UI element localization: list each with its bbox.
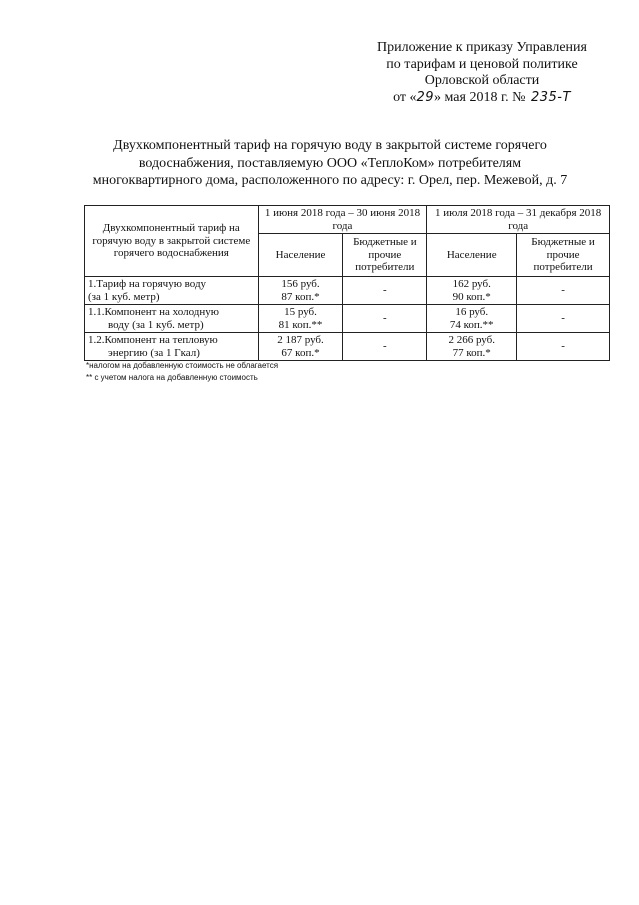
footnote-1: *налогом на добавленную стоимость не облагается: [86, 361, 279, 370]
header-date-line: [352, 90, 612, 107]
p1-population-value: [258, 277, 343, 305]
value-kop: 74 коп.**: [449, 318, 494, 331]
period-2-population-header: Население: [427, 234, 517, 277]
value-kop: 90 коп.*: [452, 290, 491, 303]
p1-budget-value: -: [343, 277, 427, 305]
row-label-hot-water: [85, 277, 259, 305]
table-header-row: [85, 206, 610, 234]
row-label-heat-energy-component: [85, 333, 259, 361]
value-kop: 81 коп.**: [278, 318, 323, 331]
corner-header-cell: Двухкомпонентный тариф на горячую воду в закрытой системе горячего водоснабжения: [85, 206, 259, 277]
header-line-3: Орловской области: [424, 73, 540, 88]
p2-population-value: [427, 333, 517, 361]
header-line-2: по тарифам и ценовой политике: [386, 56, 578, 72]
date-prefix: от «: [393, 89, 417, 105]
title-line-3: многоквартирного дома, расположенного по адресу: г. Орел, пер. Межевой, д. 7: [92, 173, 568, 188]
footnote-2: ** с учетом налога на добавленную стоимость: [86, 372, 258, 382]
handwritten-order-number: 235-Т: [530, 89, 571, 105]
table-row: [85, 305, 610, 333]
row-label-line: (за 1 куб. метр): [88, 290, 160, 303]
value-rub: 2 266 руб.: [448, 334, 495, 346]
period-2-budget-header: Бюджетные и прочие потребители: [517, 234, 610, 277]
row-label-line: энергию (за 1 Гкал): [108, 346, 200, 359]
value-kop: 67 коп.*: [281, 346, 320, 359]
p1-budget-value: -: [343, 333, 427, 361]
period-1-budget-header: Бюджетные и прочие потребители: [343, 234, 427, 277]
tariff-table: [84, 205, 610, 361]
p2-population-value: [427, 305, 517, 333]
p2-budget-value: -: [517, 277, 610, 305]
p2-budget-value: -: [517, 305, 610, 333]
date-month-year: » мая 2018 г. №: [434, 89, 526, 105]
order-appendix-header: [352, 40, 612, 106]
value-rub: 162 руб.: [452, 278, 491, 290]
period-1-population-header: Население: [258, 234, 343, 277]
period-1-header: 1 июня 2018 года – 30 июня 2018 года: [258, 206, 427, 234]
document-title: [80, 137, 580, 190]
table-row: [85, 333, 610, 361]
p1-budget-value: -: [343, 305, 427, 333]
row-label-line: 1.2.Компонент на тепловую: [88, 334, 218, 346]
row-label-line: воду (за 1 куб. метр): [108, 318, 204, 331]
table-row: [85, 277, 610, 305]
value-rub: 2 187 руб.: [277, 334, 324, 346]
handwritten-day: 29: [416, 89, 435, 105]
header-line-1: Приложение к приказу Управления: [377, 40, 587, 55]
p2-population-value: [427, 277, 517, 305]
title-line-1: Двухкомпонентный тариф на горячую воду в закрытой системе горячего: [113, 138, 547, 153]
p2-budget-value: -: [517, 333, 610, 361]
period-2-header: 1 июля 2018 года – 31 декабря 2018 года: [427, 206, 610, 234]
footnotes: [86, 360, 278, 383]
p1-population-value: [258, 305, 343, 333]
value-kop: 77 коп.*: [452, 346, 491, 359]
value-rub: 15 руб.: [284, 306, 317, 318]
title-line-2: водоснабжения, поставляемую ООО «ТеплоКом» потребителям: [138, 155, 522, 171]
row-label-cold-water-component: [85, 305, 259, 333]
row-label-line: 1.Тариф на горячую воду: [88, 278, 207, 290]
row-label-line: 1.1.Компонент на холодную: [88, 306, 219, 318]
value-kop: 87 коп.*: [281, 290, 320, 303]
value-rub: 156 руб.: [281, 278, 320, 290]
p1-population-value: [258, 333, 343, 361]
value-rub: 16 руб.: [455, 306, 489, 318]
